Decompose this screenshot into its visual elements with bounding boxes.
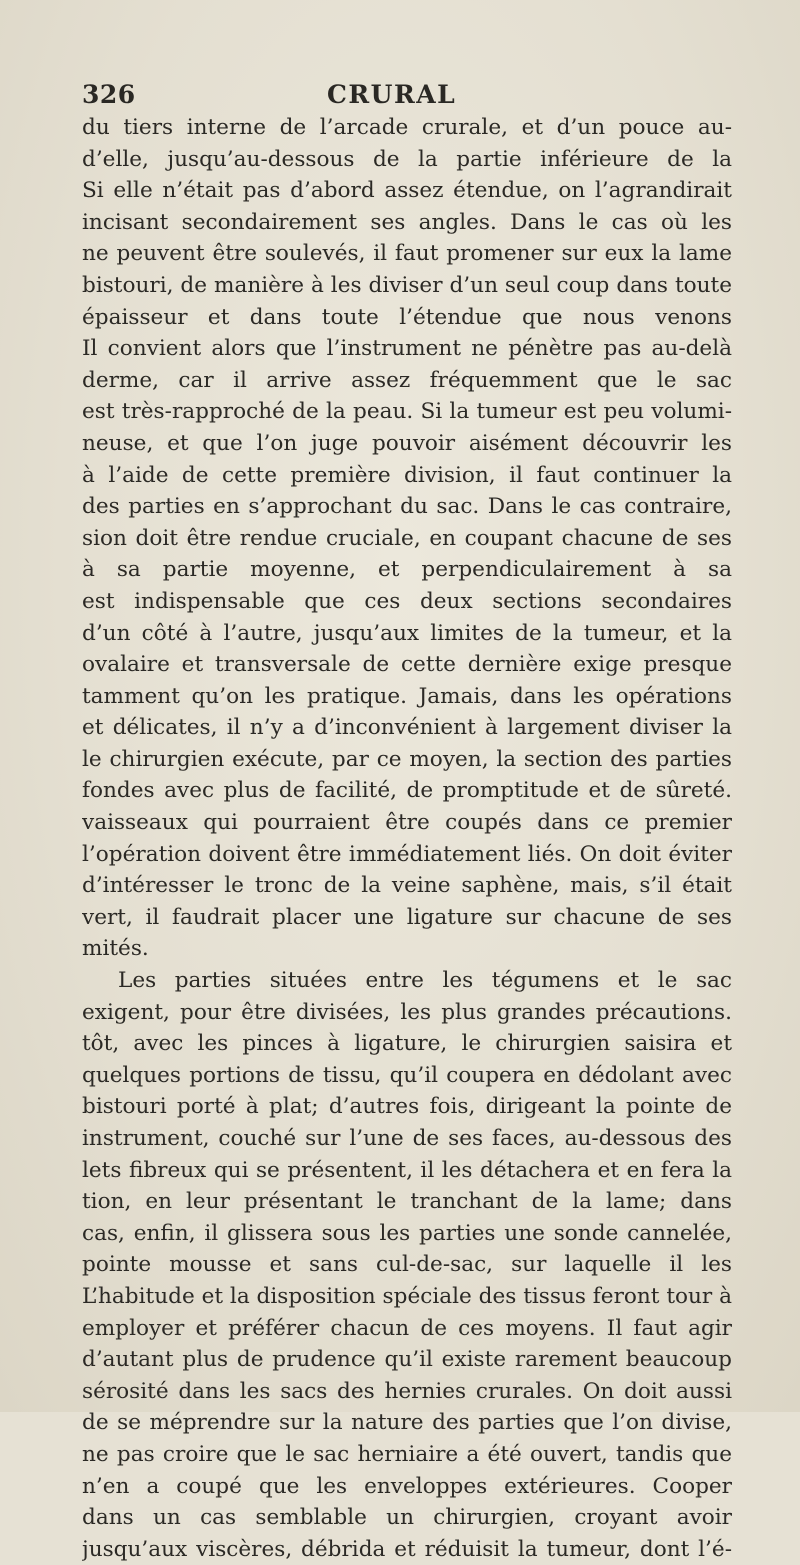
text-line: l’opération doivent être immédiatement liés. On doit éviter — [82, 841, 732, 867]
text-line: Il convient alors que l’instrument ne pénètre pas au-delà — [82, 336, 732, 362]
text-line: à l’aide de cette première division, il faut continuer la — [82, 462, 732, 488]
running-head: CRURAL — [327, 80, 457, 109]
text-line: est indispensable que ces deux sections secondaires — [82, 588, 732, 614]
text-line: tôt, avec les pinces à ligature, le chirurgien saisira et — [82, 1031, 732, 1057]
text-line: dans un cas semblable un chirurgien, croyant avoir — [82, 1505, 732, 1531]
text-line: quelques portions de tissu, qu’il coupera en dédolant avec — [82, 1062, 732, 1088]
page-number: 326 — [82, 80, 136, 109]
text-line: sérosité dans les sacs des hernies crurales. On doit aussi — [82, 1378, 732, 1404]
text-line: incisant secondairement ses angles. Dans le cas où les — [82, 209, 732, 235]
text-line: mités. — [82, 936, 149, 962]
text-line: L’habitude et la disposition spéciale des tissus feront tour à — [82, 1283, 732, 1309]
text-line: n’en a coupé que les enveloppes extérieures. Cooper — [82, 1473, 732, 1499]
text-line: derme, car il arrive assez fréquemment que le sac — [82, 367, 732, 393]
text-line: du tiers interne de l’arcade crurale, et d’un pouce au- — [82, 115, 732, 140]
text-line: et délicates, il n’y a d’inconvénient à largement diviser la — [82, 715, 732, 741]
text-line: de se méprendre sur la nature des parties que l’on divise, — [82, 1410, 732, 1436]
text-line: sion doit être rendue cruciale, en coupant chacune de ses — [82, 525, 732, 551]
text-line: à sa partie moyenne, et perpendiculairement à sa — [82, 557, 732, 583]
text-line: Les parties situées entre les tégumens et le sac — [118, 968, 732, 994]
text-line: employer et préférer chacun de ces moyens. Il faut agir — [82, 1315, 732, 1341]
text-line: le chirurgien exécute, par ce moyen, la section des parties — [82, 746, 732, 772]
page-header — [82, 80, 722, 116]
text-line: d’autant plus de prudence qu’il existe rarement beaucoup — [82, 1347, 732, 1373]
text-line: est très-rapproché de la peau. Si la tumeur est peu volumi- — [82, 399, 732, 425]
text-line: neuse, et que l’on juge pouvoir aisément découvrir les — [82, 430, 732, 456]
text-line: tamment qu’on les pratique. Jamais, dans les opérations — [82, 683, 732, 709]
text-line: d’intéresser le tronc de la veine saphène, mais, s’il était — [82, 873, 732, 899]
text-line: des parties en s’approchant du sac. Dans le cas contraire, — [82, 494, 732, 520]
text-line: ovalaire et transversale de cette dernière exige presque — [82, 652, 732, 678]
text-line: ne peuvent être soulevés, il faut promener sur eux la lame — [82, 241, 732, 267]
text-line: lets fibreux qui se présentent, il les détachera et en fera la — [82, 1157, 732, 1183]
text-line: jusqu’aux viscères, débrida et réduisit la tumeur, dont l’é- — [82, 1536, 732, 1562]
text-line: fondes avec plus de facilité, de promptitude et de sûreté. — [82, 778, 732, 804]
text-line: exigent, pour être divisées, les plus grandes précautions. — [82, 999, 732, 1025]
text-line: instrument, couché sur l’une de ses faces, au-dessous des — [82, 1126, 732, 1151]
body-text — [82, 112, 732, 1565]
text-line: tion, en leur présentant le tranchant de la lame; dans — [82, 1189, 732, 1215]
text-line: bistouri, de manière à les diviser d’un seul coup dans toute — [82, 272, 732, 298]
text-line: vaisseaux qui pourraient être coupés dans ce premier — [82, 810, 732, 836]
text-line: ne pas croire que le sac herniaire a été ouvert, tandis que — [82, 1441, 732, 1467]
text-line: d’elle, jusqu’au-dessous de la partie inférieure de la — [82, 146, 732, 172]
text-line: épaisseur et dans toute l’étendue que nous venons — [82, 304, 732, 330]
text-line: vert, il faudrait placer une ligature sur chacune de ses — [82, 904, 732, 930]
text-line: d’un côté à l’autre, jusqu’aux limites de la tumeur, et la — [82, 620, 732, 646]
text-line: pointe mousse et sans cul-de-sac, sur laquelle il les — [82, 1252, 732, 1278]
text-line: Si elle n’était pas d’abord assez étendue, on l’agrandirait — [82, 178, 732, 204]
text-line: bistouri porté à plat; d’autres fois, dirigeant la pointe de — [82, 1094, 732, 1120]
text-line: cas, enfin, il glissera sous les parties une sonde cannelée, — [82, 1220, 732, 1246]
